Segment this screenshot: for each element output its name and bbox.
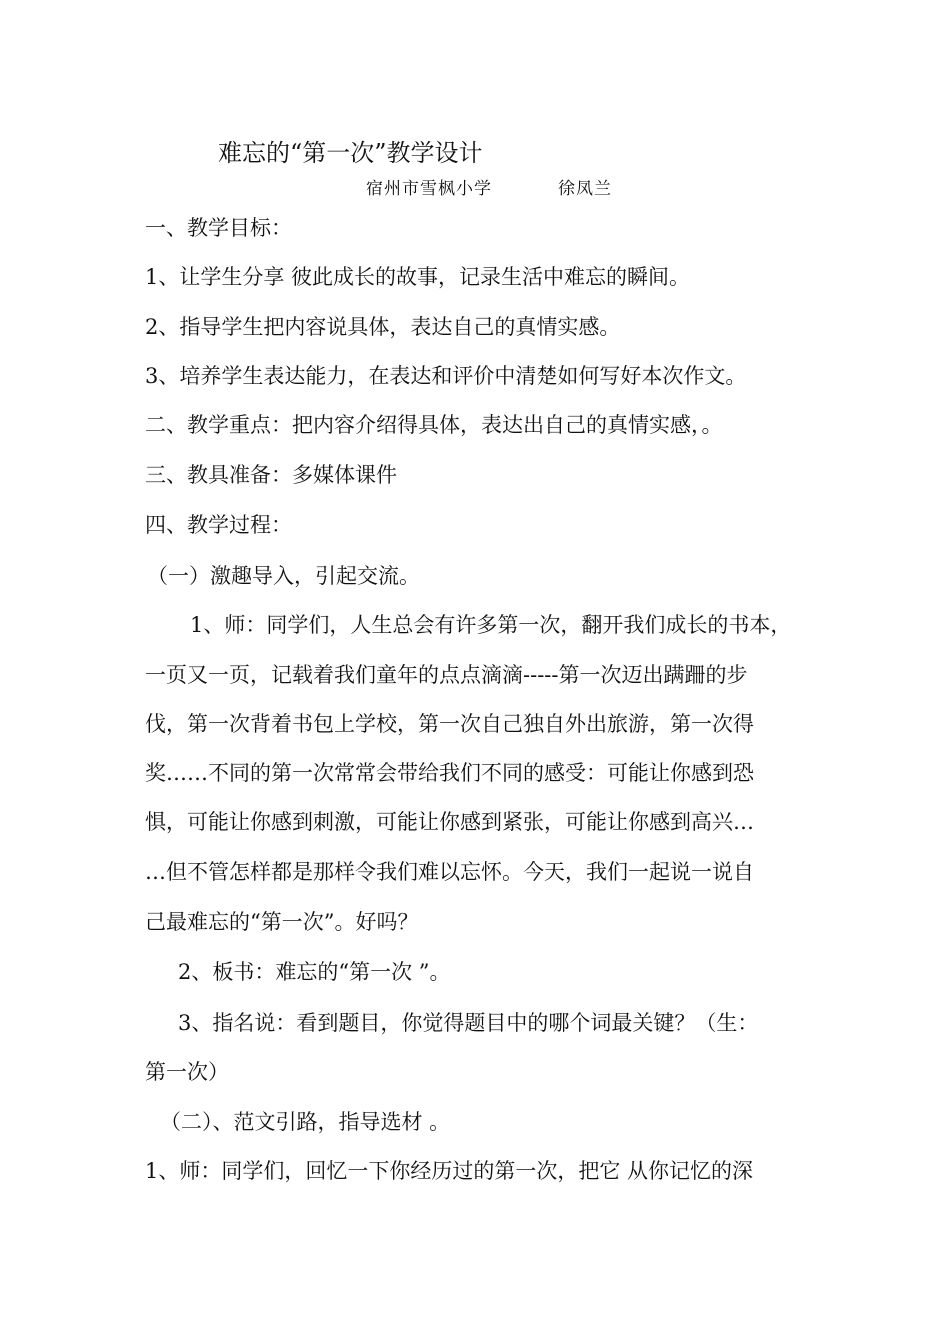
paragraph-line: 3、指名说：看到题目，你觉得题目中的哪个词最关键？（生：: [178, 1011, 759, 1035]
paragraph-line: 己最难忘的“第一次”。好吗？: [145, 910, 419, 934]
objective-3: 3、培养学生表达能力，在表达和评价中清楚如何写好本次作文。: [145, 364, 747, 388]
objective-2: 2、指导学生把内容说具体，表达自己的真情实感。: [145, 315, 621, 339]
objective-1: 1、让学生分享 彼此成长的故事，记录生活中难忘的瞬间。: [145, 265, 691, 289]
section-heading-materials: 三、教具准备：多媒体课件: [145, 463, 397, 487]
document-title: 难忘的“第一次”教学设计: [218, 139, 483, 167]
section-heading-key-points: 二、教学重点：把内容介绍得具体，表达出自己的真情实感，。: [145, 413, 723, 437]
section-heading-objectives: 一、教学目标：: [145, 216, 292, 240]
paragraph-line: 1、师：同学们，回忆一下你经历过的第一次，把它 从你记忆的深: [145, 1159, 754, 1183]
subsection-heading-1: （一）激趣导入，引起交流。: [147, 564, 420, 588]
author-name: 徐凤兰: [558, 179, 612, 199]
paragraph-line: 2、板书：难忘的“第一次 ”。: [178, 960, 451, 984]
paragraph-line: 1、师：同学们，人生总会有许多第一次，翻开我们成长的书本，: [190, 613, 792, 637]
paragraph-line: 一页又一页，记载着我们童年的点点滴滴-----第一次迈出蹒跚的步: [145, 663, 748, 687]
subsection-heading-2: （二）、范文引路，指导选材 。: [160, 1110, 451, 1134]
paragraph-line: 惧，可能让你感到刺激，可能让你感到紧张，可能让你感到高兴…: [145, 810, 754, 834]
paragraph-line: 第一次）: [145, 1060, 229, 1084]
section-heading-process: 四、教学过程：: [145, 513, 292, 537]
paragraph-line: 伐，第一次背着书包上学校，第一次自己独自外出旅游，第一次得: [145, 712, 754, 736]
paragraph-line: …但不管怎样都是那样令我们难以忘怀。今天，我们一起说一说自: [145, 860, 754, 884]
school-name: 宿州市雪枫小学: [366, 179, 492, 199]
paragraph-line: 奖……不同的第一次常常会带给我们不同的感受：可能让你感到恐: [145, 761, 754, 785]
